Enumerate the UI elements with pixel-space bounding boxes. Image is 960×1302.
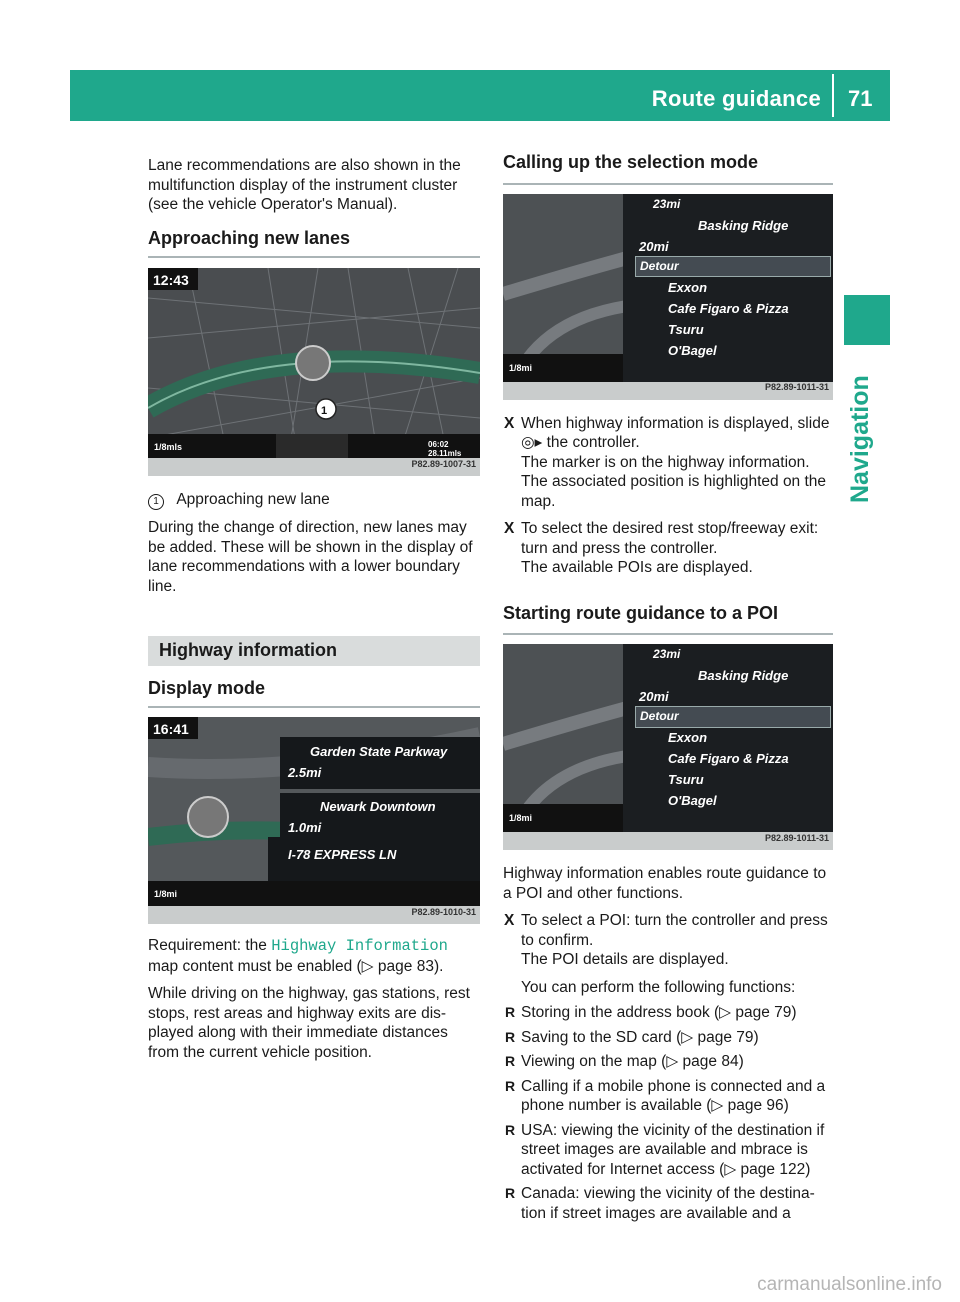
callout-number: 1 (321, 405, 328, 417)
list-item-text: Storing in the address book (▷ page 79) (521, 1004, 797, 1021)
list-item (503, 1028, 833, 1048)
left-column (148, 156, 480, 1070)
step-item (503, 911, 833, 970)
poi-top-dist: 23mi (653, 196, 681, 211)
display-body: While driving on the highway, gas stations, rest stops, rest areas and highway exits are dis- played along with their immediate distances from the current vehicle position. (148, 985, 470, 1061)
list-item (503, 1003, 833, 1023)
list-item (503, 1077, 833, 1116)
heading-rule (503, 183, 833, 185)
side-tab (846, 353, 892, 503)
display-figure (148, 717, 480, 924)
starting-heading: Starting route guidance to a POI (503, 602, 779, 623)
step-result: The marker is on the highway information. The associated position is highlighted on the map. (521, 453, 827, 510)
highway-row1-dist: 2.5mi (288, 765, 322, 780)
caption-text: Approaching new lane (176, 491, 330, 508)
bullet-marker: R (505, 1121, 516, 1138)
poi-row6[interactable]: Tsuru (668, 321, 704, 337)
step-marker: X (504, 520, 515, 537)
figure-code: P82.89-1010-31 (411, 906, 476, 917)
poi-row1: Basking Ridge (698, 217, 789, 233)
intro-paragraph: Lane recommendations are also shown in the multifunction display of the instrument cluster (see the vehicle Operator's Manual). (148, 157, 461, 213)
poi-row5[interactable]: Cafe Figaro & Pizza (668, 300, 789, 316)
side-tab-label: Navigation (846, 375, 874, 503)
bullet-marker: R (505, 1028, 516, 1045)
starting-figure (503, 644, 833, 850)
poi-row2: 20mi (639, 689, 669, 704)
heading-rule (503, 633, 833, 635)
list-item (503, 1184, 833, 1223)
bullet-marker: R (505, 1185, 516, 1201)
figure-code: P82.89-1011-31 (764, 382, 829, 392)
approaching-heading: Approaching new lanes (148, 227, 351, 248)
section-bar-highway: Highway information (148, 636, 480, 666)
approaching-figure (148, 268, 480, 476)
requirement-paragraph (148, 936, 480, 976)
figure-code: P82.89-1007-31 (411, 458, 476, 469)
bullet-marker: R (505, 1077, 516, 1094)
figure-caption (148, 490, 480, 510)
map-time: 16:41 (153, 721, 189, 737)
starting-intro: Highway information enables route guidance to a POI and other functions. (503, 865, 827, 902)
list-item-text: USA: viewing the vicinity of the destination if street images are available and mbrace is activated for Internet access (▷ page 122) (521, 1121, 825, 1178)
list-item-text: Viewing on the map (▷ page 84) (521, 1053, 744, 1070)
figure-code: P82.89-1011-31 (764, 832, 829, 843)
heading-rule (148, 256, 480, 258)
functions-intro: You can perform the following functions: (521, 978, 796, 996)
requirement-suffix: map content must be enabled (▷ page 83). (148, 957, 444, 975)
header-divider (832, 74, 834, 117)
calling-heading: Calling up the selection mode (503, 152, 759, 172)
poi-row7[interactable]: O'Bagel (668, 793, 717, 808)
page-number: 71 (848, 86, 873, 111)
step-marker: X (504, 912, 515, 929)
map-scale: 1/8mi (154, 889, 178, 899)
vehicle-icon (296, 346, 330, 380)
bullet-marker: R (505, 1004, 516, 1020)
map-eta: 06:02 (428, 440, 449, 449)
step-result: The POI details are displayed. (521, 951, 729, 968)
poi-row1: Basking Ridge (698, 668, 789, 683)
poi-top-dist: 23mi (653, 647, 681, 661)
list-item-text: Canada: viewing the vicinity of the destina- tion if street images are available and a (521, 1185, 815, 1222)
poi-row2: 20mi (639, 238, 669, 254)
map-scale: 1/8mi (509, 813, 533, 823)
poi-row6[interactable]: Tsuru (668, 772, 704, 787)
poi-row4[interactable]: Exxon (668, 730, 708, 745)
vehicle-icon (188, 797, 228, 837)
bullet-marker: R (505, 1053, 516, 1069)
step-result: The available POIs are displayed. (521, 559, 753, 576)
map-time: 12:43 (153, 272, 189, 288)
highway-row2-dist: 1.0mi (288, 820, 322, 835)
highway-row2: Newark Downtown (320, 799, 436, 814)
heading-rule (148, 706, 480, 708)
highway-row1: Garden State Parkway (310, 744, 448, 759)
step-text: To select a POI: turn the controller and press to confirm. (521, 912, 828, 949)
highway-row3: I-78 EXPRESS LN (288, 847, 397, 862)
calling-figure (503, 194, 833, 400)
poi-row3-selected[interactable]: Detour (635, 706, 831, 728)
highway-information-link[interactable]: Highway Information (271, 937, 448, 955)
list-item (503, 1052, 833, 1072)
poi-row3-selected[interactable]: Detour (635, 256, 831, 278)
poi-row4[interactable]: Exxon (668, 279, 708, 295)
requirement-prefix: Requirement: the (148, 937, 267, 954)
poi-row5[interactable]: Cafe Figaro & Pizza (668, 751, 789, 766)
map-scale: 1/8mi (509, 362, 533, 373)
caption-number: 1 (148, 494, 164, 510)
side-tab-block (844, 295, 890, 345)
watermark: carmanualsonline.info (757, 1274, 942, 1295)
list-item (503, 1121, 833, 1180)
map-distance: 28.11mls (428, 449, 462, 458)
step-marker: X (504, 414, 515, 432)
step-text: To select the desired rest stop/freeway exit: turn and press the controller. (521, 520, 819, 557)
right-column (503, 153, 833, 1228)
list-item-text: Saving to the SD card (▷ page 79) (521, 1028, 759, 1046)
step-text: When highway information is displayed, slide ◎▸ the controller. (521, 414, 830, 451)
step-item (503, 519, 833, 578)
approaching-body: During the change of direction, new lanes may be added. These will be shown in the display of lane recommendations with a lower boundary line. (148, 519, 473, 595)
map-scale: 1/8mls (154, 442, 183, 452)
step-item (503, 414, 833, 512)
list-item-text: Calling if a mobile phone is connected and a phone number is available (▷ page 96) (521, 1077, 826, 1114)
map-graphic (148, 268, 480, 458)
poi-row7[interactable]: O'Bagel (668, 342, 717, 358)
display-heading: Display mode (148, 677, 266, 698)
header-title: Route guidance (651, 86, 821, 111)
